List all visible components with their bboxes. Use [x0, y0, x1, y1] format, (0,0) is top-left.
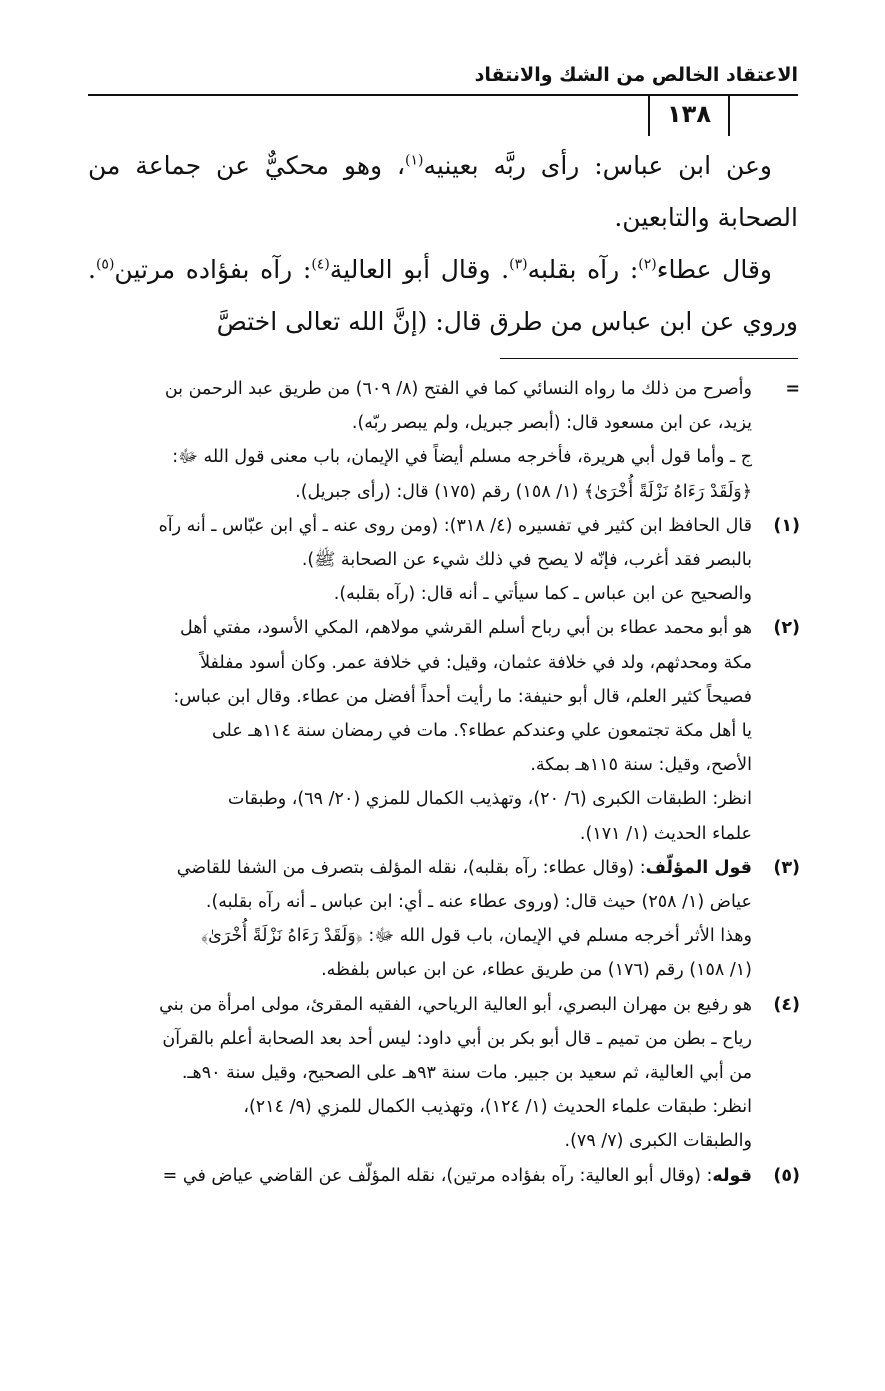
footnote-5: [64, 1159, 800, 1193]
footnotes: [64, 372, 800, 1193]
footnote-line: قال الحافظ ابن كثير في تفسيره (٤/ ٣١٨): (ومن روى عنه ـ أي ابن عبّاس ـ أنه رآه: [158, 515, 752, 536]
footnote-line: هو أبو محمد عطاء بن أبي رباح أسلم القرشي مولاهم، المكي الأسود، مفتي أهل: [180, 618, 752, 639]
main-text-run: وعن ابن عباس: رأى ربَّه بعينيه: [423, 151, 772, 180]
footnote-line: [64, 851, 752, 885]
folio-box: [648, 94, 730, 136]
footnote-line: وهذا الأثر أخرجه مسلم في الإيمان، باب قول الله ﷻ: ﴿وَلَقَدْ رَءَاهُ نَزْلَةً أُخْرَىٰ﴾: [200, 926, 752, 947]
running-title: الاعتقاد الخالص من الشك والانتقاد: [474, 64, 798, 86]
footnote-ref: (١): [405, 152, 424, 169]
footnote-mark: (٢): [773, 618, 800, 639]
footnote-mark: (٤): [773, 994, 800, 1015]
footnote-line: انظر: الطبقات الكبرى (٦/ ٢٠)، وتهذيب الكمال للمزي (٢٠/ ٦٩)، وطبقات: [227, 789, 752, 810]
footnote-lead: قوله: [712, 1165, 752, 1186]
main-text-run: وقال عطاء: [656, 255, 772, 284]
footnote-line: بالبصر فقد أغرب، فإنّه لا يصح في ذلك شيء عن الصحابة ﷺ).: [301, 550, 752, 571]
footnote-lead: قول المؤلّف: [645, 857, 752, 878]
footnote-line: والطبقات الكبرى (٧/ ٧٩).: [564, 1131, 752, 1152]
footnote-line: الأصح، وقيل: سنة ١١٥هـ بمكة.: [530, 755, 752, 776]
main-paragraph-1: [88, 140, 798, 244]
footnote-line: علماء الحديث (١/ ١٧١).: [579, 823, 752, 844]
footnote-line: انظر: طبقات علماء الحديث (١/ ١٢٤)، وتهذيب الكمال للمزي (٩/ ٢١٤)،: [243, 1097, 752, 1118]
footnote-4: [64, 988, 800, 1159]
footnote-3: [64, 851, 800, 988]
footnote-line: رياح ـ بطن من تميم ـ قال أبو بكر بن أبي داود: ليس أحد بعد الصحابة أعلم بالقرآن: [162, 1028, 752, 1049]
footnote-line: ج ـ وأما قول أبي هريرة، فأخرجه مسلم أيضاً في الإيمان، باب معنى قول الله ﷻ:: [172, 447, 752, 468]
main-text-run: . وقال أبو العالية: [329, 255, 510, 284]
main-text: [88, 140, 798, 348]
footnote-continued: [64, 372, 800, 509]
footnote-2: [64, 611, 800, 850]
footnote-line: ﴿وَلَقَدْ رَءَاهُ نَزْلَةً أُخْرَىٰ﴾ (١/ ١٥٨) رقم (١٧٥) قال: (رأى جبريل).: [295, 481, 752, 502]
main-text-run: : رآه بقلبه: [527, 255, 639, 284]
footnote-line: وأصرح من ذلك ما رواه النسائي كما في الفتح (٨/ ٦٠٩) من طريق عبد الرحمن بن: [164, 379, 752, 399]
footnote-text: : (وقال عطاء: رآه بقلبه)، نقله المؤلف بتصرف من الشفا للقاضي: [176, 857, 646, 878]
footnote-line: عياض (١/ ٢٥٨) حيث قال: (وروى عطاء عنه ـ أي: ابن عباس ـ أنه رآه بقلبه).: [205, 892, 752, 913]
footnote-line: (١/ ١٥٨) رقم (١٧٦) من طريق عطاء، عن ابن عباس بلفظه.: [321, 960, 752, 981]
footnote-text: : (وقال أبو العالية: رآه بفؤاده مرتين)، نقله المؤلّف عن القاضي عياض في =: [162, 1165, 713, 1186]
footnote-mark: =: [785, 379, 800, 399]
main-text-run: ، وهو محكيٌّ عن جماعة من الصحابة والتابعين.: [88, 151, 798, 232]
footnote-line: فصيحاً كثير العلم، قال أبو حنيفة: ما رأيت أحداً أفضل من عطاء. وقال ابن عباس:: [173, 686, 752, 707]
footnote-ref: (٥): [95, 256, 115, 273]
footnote-ref: (٢): [638, 256, 657, 273]
footnote-ref: (٤): [311, 256, 330, 273]
footnote-mark: (١): [773, 515, 800, 536]
footnote-line: يا أهل مكة تجتمعون علي وعندكم عطاء؟. مات في رمضان سنة ١١٤هـ على: [211, 721, 752, 742]
footnote-line: هو رفيع بن مهران البصري، أبو العالية الرياحي، الفقيه المقرئ، مولى امرأة من بني: [159, 994, 752, 1015]
footnote-line: مكة ومحدثهم، ولد في خلافة عثمان، وقيل: في خلافة عمر. وكان أسود مفلفلاً: [200, 652, 752, 673]
page-number: ١٣٨: [667, 100, 711, 128]
footnote-ref: (٣): [509, 256, 528, 273]
footnote-line: من أبي العالية، ثم سعيد بن جبير. مات سنة ٩٣هـ على الصحيح، وقيل سنة ٩٠هـ.: [181, 1063, 752, 1084]
footnote-separator: [500, 358, 798, 359]
footnote-mark: (٣): [773, 857, 800, 878]
footnote-line: [64, 1159, 752, 1193]
running-header: [88, 58, 798, 128]
main-text-run: . وروي عن ابن عباس من طرق قال: (إنَّ الله تعالى اختصَّ: [88, 255, 798, 336]
main-paragraph-2: [88, 244, 798, 348]
main-text-run: : رآه بفؤاده مرتين: [114, 255, 312, 284]
footnote-line: يزيد، عن ابن مسعود قال: (أبصر جبريل، ولم يبصر ربّه).: [351, 413, 752, 434]
footnote-1: [64, 509, 800, 612]
footnote-line: والصحيح عن ابن عباس ـ كما سيأتي ـ أنه قال: (رآه بقلبه).: [333, 584, 752, 605]
footnote-mark: (٥): [773, 1165, 800, 1186]
